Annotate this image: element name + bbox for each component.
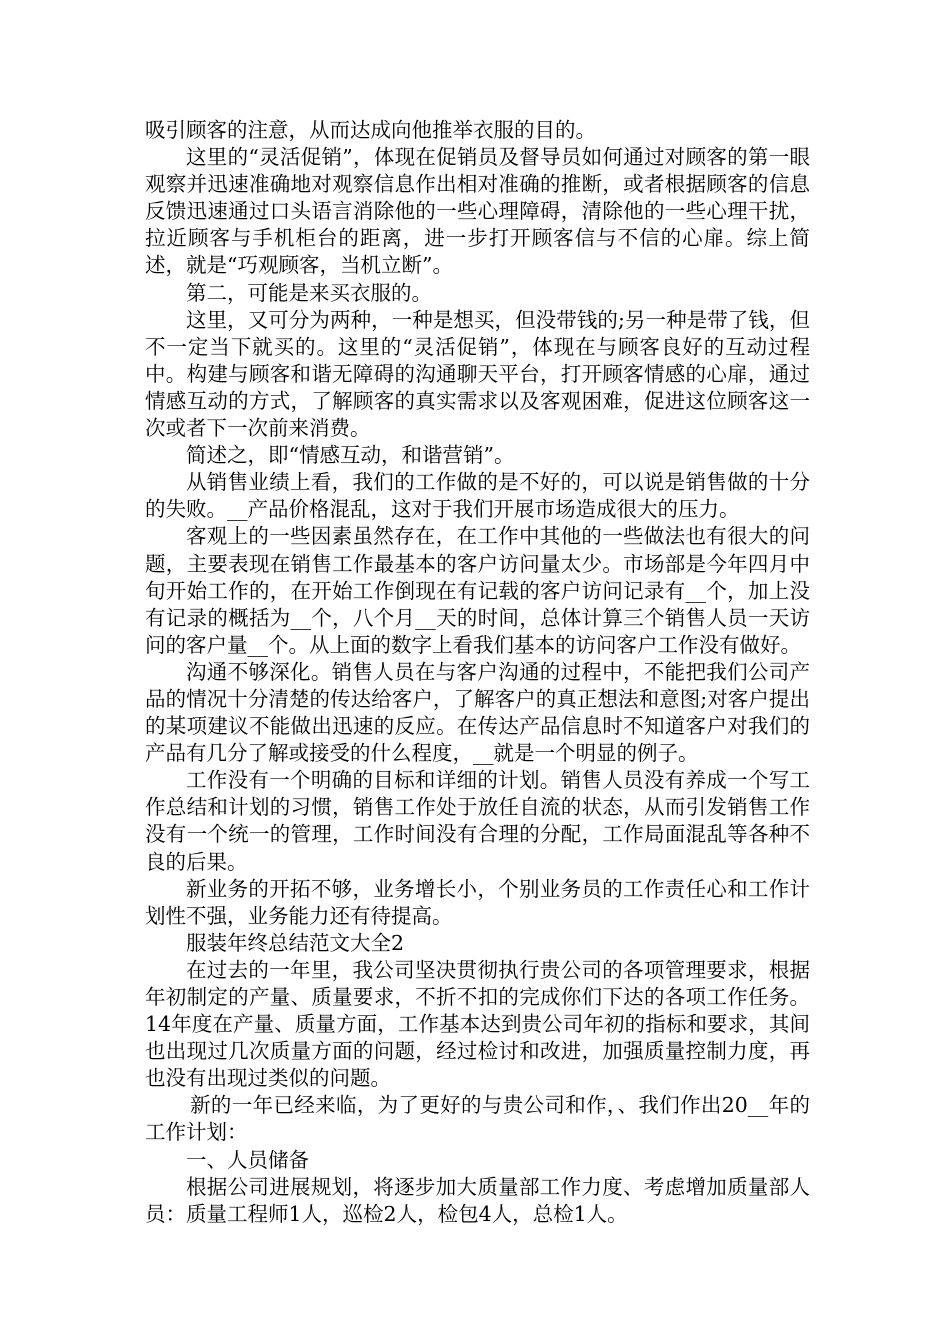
paragraph: 根据公司进展规划，将逐步加大质量部工作力度、考虑增加质量部人员：质量工程师1人，巡检2人，检包4人，总检1人。 <box>145 1174 810 1226</box>
paragraph: 第二，可能是来买衣服的。 <box>186 280 432 305</box>
paragraph: 这里，又可分为两种，一种是想买，但没带钱的;另一种是带了钱，但不一定当下就买的。这里的“灵活促销”，体现在与顾客良好的互动过程中。构建与顾客和谐无障碍的沟通聊天平台，打开顾客情感的心扉，通过情感互动的方式，了解顾客的真实需求以及客观困难，促进这位顾客这一次或者下一次前来消费。 <box>145 307 810 441</box>
paragraph: 新业务的开拓不够，业务增长小，个别业务员的工作责任心和工作计划性不强，业务能力还有待提高。 <box>145 876 810 928</box>
paragraph: 在过去的一年里，我公司坚决贯彻执行贵公司的各项管理要求，根据年初制定的产量、质量要求，不折不扣的完成你们下达的各项工作任务。14年度在产量、质量方面，工作基本达到贵公司年初的指标和要求，其间也出现过几次质量方面的问题，经过检讨和改进，加强质量控制力度，再也没有出现过类似的问题。 <box>145 957 810 1091</box>
paragraph: 这里的“灵活促销”，体现在促销员及督导员如何通过对顾客的第一眼观察并迅速准确地对观察信息作出相对准确的推断，或者根据顾客的信息反馈迅速通过口头语言消除他的一些心理障碍，清除他的一些心理干扰，拉近顾客与手机柜台的距离，进一步打开顾客信与不信的心扉。综上简述，就是“巧观顾客，当机立断”。 <box>145 145 810 278</box>
paragraph: 沟通不够深化。销售人员在与客户沟通的过程中，不能把我们公司产品的情况十分清楚的传达给客户，了解客户的真正想法和意图;对客户提出的某项建议不能做出迅速的反应。在传达产品信息时不知道客户对我们的产品有几分了解或接受的什么程度，__就是一个明显的例子。 <box>145 659 810 766</box>
paragraph: 客观上的一些因素虽然存在，在工作中其他的一些做法也有很大的问题，主要表现在销售工作最基本的客户访问量太少。市场部是今年四月中旬开始工作的，在开始工作倒现在有记载的客户访问记录有__个，加上没有记录的概括为__个，八个月__天的时间，总体计算三个销售人员一天访问的客户量__个。从上面的数字上看我们基本的访问客户工作没有做好。 <box>145 524 810 657</box>
paragraph: 新的一年已经来临，为了更好的与贵公司和作，、我们作出20__年的工作计划： <box>145 1093 810 1145</box>
paragraph: 吸引顾客的注意，从而达成向他推举衣服的目的。 <box>145 118 596 142</box>
paragraph: 工作没有一个明确的目标和详细的计划。销售人员没有养成一个写工作总结和计划的习惯，销售工作处于放任自流的状态，从而引发销售工作没有一个统一的管理，工作时间没有合理的分配，工作局面混乱等各种不良的后果。 <box>145 768 810 874</box>
paragraph: 从销售业绩上看，我们的工作做的是不好的，可以说是销售做的十分的失败。__产品价格混乱，这对于我们开展市场造成很大的压力。 <box>145 470 810 522</box>
document-page <box>145 117 810 1228</box>
section-heading: 服装年终总结范文大全2 <box>186 930 405 955</box>
subsection-heading: 一、人员储备 <box>186 1147 309 1172</box>
paragraph: 简述之，即“情感互动，和谐营销”。 <box>186 443 515 468</box>
